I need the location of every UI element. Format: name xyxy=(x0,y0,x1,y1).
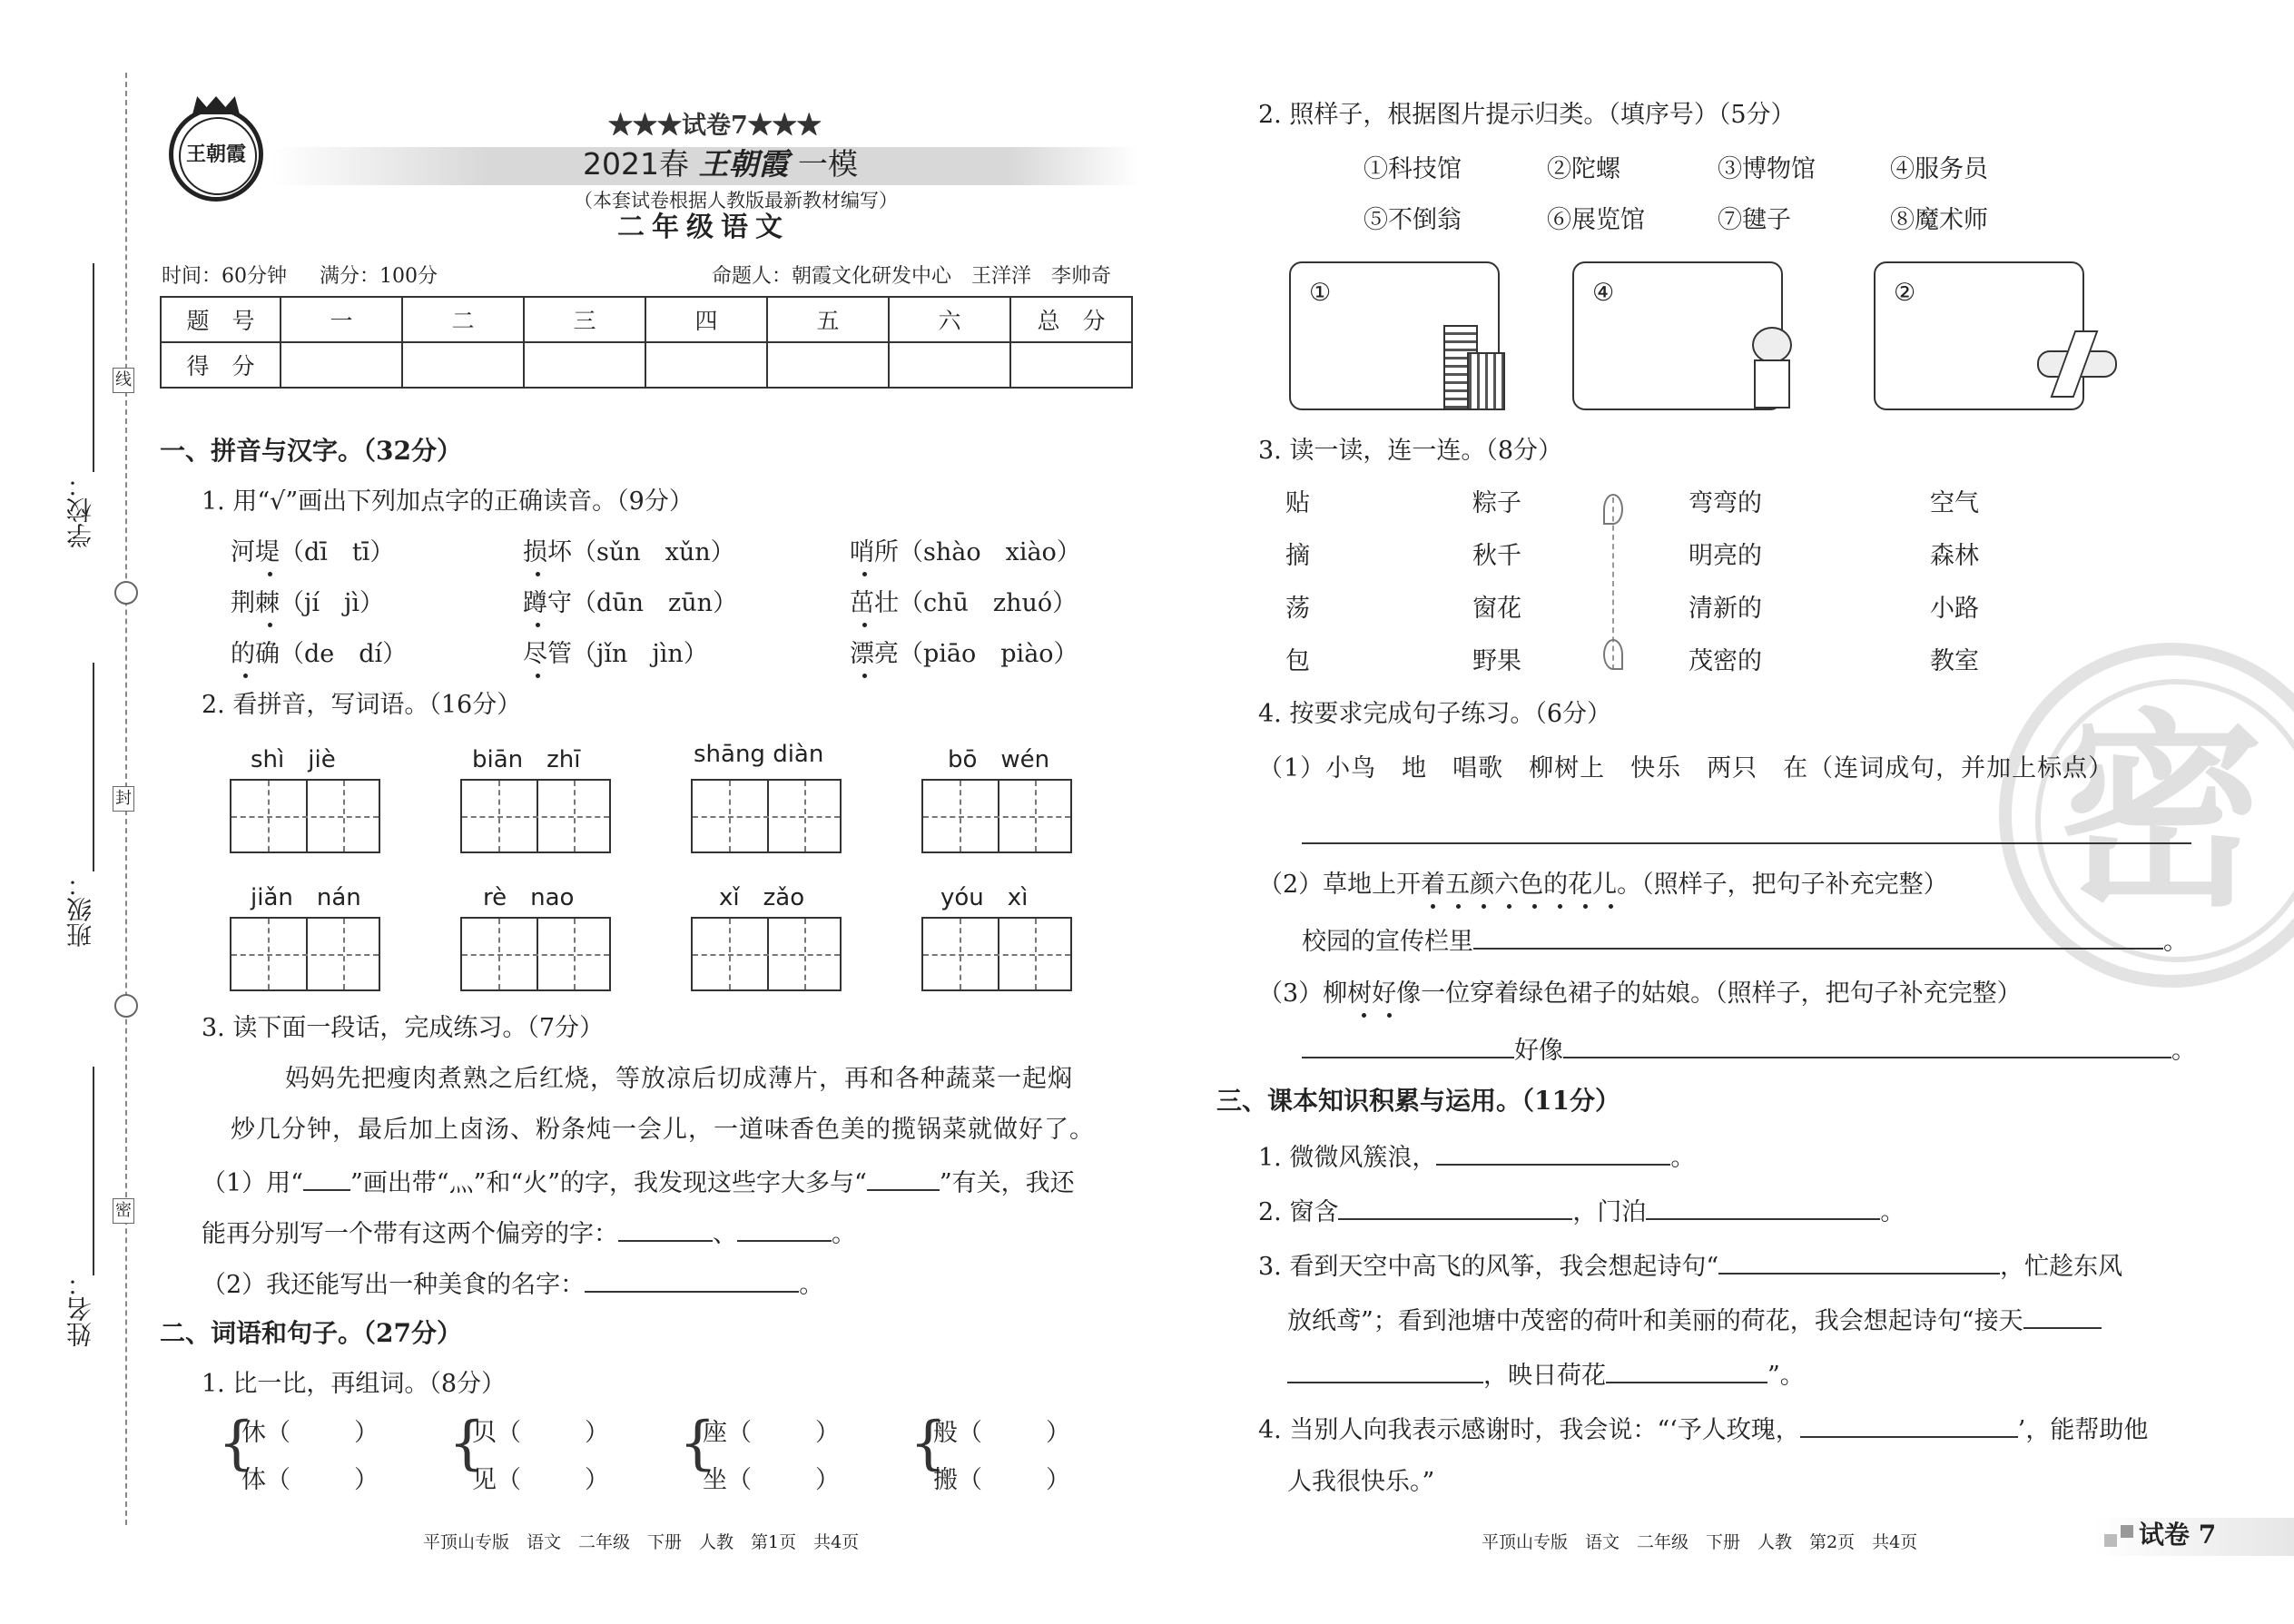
category-box[interactable] xyxy=(1572,261,1783,410)
emphasis-dot xyxy=(1532,904,1537,909)
name-field[interactable] xyxy=(93,1067,94,1275)
writing-grid[interactable] xyxy=(460,779,611,853)
text: ，映日荷花 xyxy=(1483,1362,1606,1390)
text: 贝（ xyxy=(472,1419,521,1447)
match-col2-item[interactable]: 秋千 xyxy=(1472,542,1521,570)
text: 2. 窗含 xyxy=(1258,1198,1339,1226)
text: ） xyxy=(585,1419,609,1447)
match-col1-item[interactable]: 包 xyxy=(1285,647,1310,675)
emphasis-dot xyxy=(1431,904,1435,909)
class-label: 班级： xyxy=(65,871,95,948)
score-cell: 六 xyxy=(889,297,1010,342)
worker-icon xyxy=(1752,327,1792,363)
brace: { xyxy=(218,1410,255,1477)
brace: { xyxy=(679,1410,716,1477)
text: 能再分别写一个带有这两个偏旁的字： xyxy=(202,1220,618,1248)
category-option: ①科技馆 xyxy=(1364,155,1462,183)
box-label: ① xyxy=(1309,279,1332,307)
char-pair-item[interactable] xyxy=(241,1465,379,1496)
title-year: 2021春 xyxy=(583,146,689,182)
s3-q3-line3 xyxy=(1287,1358,1805,1392)
crown-icon xyxy=(192,96,240,114)
text: 。 xyxy=(832,1220,856,1248)
score-cell: 题 号 xyxy=(161,297,281,342)
emphasis-dot xyxy=(536,674,540,678)
match-col4-item[interactable]: 小路 xyxy=(1930,595,1979,623)
score-table xyxy=(160,296,1133,389)
text: ） xyxy=(585,1466,609,1494)
emphasis-dot xyxy=(1362,1013,1366,1018)
exam-subtitle: （本套试卷根据人教版最新教材编写） xyxy=(574,190,898,212)
char-pair-item[interactable] xyxy=(933,1465,1070,1496)
binding-mark-seal: 封 xyxy=(113,786,134,812)
text: 座（ xyxy=(703,1419,752,1447)
answer-blank[interactable] xyxy=(1800,1412,2018,1438)
score-table-header xyxy=(161,297,1132,342)
answer-blank[interactable] xyxy=(737,1216,832,1242)
category-box[interactable] xyxy=(1874,261,2084,410)
category-option: ④服务员 xyxy=(1890,155,1988,183)
text: 、 xyxy=(713,1220,737,1248)
s2-q4-s1: （1）小鸟 地 唱歌 柳树上 快乐 两只 在（连词成句，并加上标点） xyxy=(1258,754,2114,782)
answer-blank[interactable] xyxy=(867,1166,940,1191)
emphasis-dot xyxy=(536,572,540,576)
answer-blank[interactable] xyxy=(1436,1140,1670,1166)
match-col2-item[interactable]: 野果 xyxy=(1472,647,1521,675)
emphasis-dot xyxy=(1583,904,1588,909)
text: ’，能帮助他 xyxy=(2017,1416,2149,1444)
text: 搬（ xyxy=(933,1466,982,1494)
pinyin-label: xǐ zǎo xyxy=(719,884,805,911)
exam-time: 时间：60分钟 xyxy=(162,265,287,288)
passage-line: 妈妈先把瘦肉煮熟之后红烧，等放凉后切成薄片，再和各种蔬菜一起焖 xyxy=(285,1065,1073,1093)
logo xyxy=(169,107,263,202)
category-option: ⑥展览馆 xyxy=(1547,206,1645,234)
score-cell: 二 xyxy=(402,297,524,342)
text: ，门泊 xyxy=(1572,1198,1647,1226)
emphasis-dot xyxy=(1482,904,1486,909)
score-cell: 总 分 xyxy=(1010,297,1132,342)
char-pair-item[interactable] xyxy=(933,1418,1070,1449)
emphasis-dot xyxy=(243,674,248,678)
score-label: 得 分 xyxy=(161,342,281,388)
emphasis-dot xyxy=(1609,904,1613,909)
s1-q1-item[interactable]: 漂亮（piāo piào） xyxy=(850,640,1078,668)
exam-title xyxy=(583,146,858,182)
binding-mark-secret: 密 xyxy=(113,1198,134,1224)
answer-blank[interactable] xyxy=(1563,1033,2171,1058)
text: ） xyxy=(354,1419,379,1447)
match-col4-item[interactable]: 森林 xyxy=(1930,542,1979,570)
category-option: ③博物馆 xyxy=(1718,155,1816,183)
text: 。 xyxy=(1670,1144,1696,1172)
answer-blank[interactable] xyxy=(1646,1195,1880,1220)
text: ） xyxy=(815,1466,840,1494)
pinyin-label: jiǎn nán xyxy=(251,884,361,911)
match-col3-item[interactable]: 明亮的 xyxy=(1689,542,1762,570)
match-col1-item[interactable]: 摘 xyxy=(1285,542,1310,570)
text: 4. 当别人向我表示感谢时，我会说：“‘予人玫瑰， xyxy=(1258,1416,1800,1444)
text: 校园的宣传栏里 xyxy=(1302,928,1473,956)
text: 3. 看到天空中高飞的风筝，我会想起诗句“ xyxy=(1258,1253,1719,1281)
answer-blank[interactable] xyxy=(1606,1358,1767,1383)
box-label: ④ xyxy=(1592,279,1615,307)
text: ） xyxy=(1046,1466,1070,1494)
s1-q1-item[interactable]: 荆棘（jí jì） xyxy=(231,589,385,617)
score-cell: 三 xyxy=(524,297,645,342)
answer-blank[interactable] xyxy=(303,1166,350,1191)
category-option: ②陀螺 xyxy=(1547,155,1620,183)
writing-grid[interactable] xyxy=(921,779,1072,853)
s2-q4-s3-line xyxy=(1302,1033,2196,1067)
answer-blank[interactable] xyxy=(618,1216,713,1242)
emphasis-dot xyxy=(1558,904,1562,909)
writing-grid[interactable] xyxy=(691,779,842,853)
text: 坐（ xyxy=(703,1466,752,1494)
pinyin-label: shāng diàn xyxy=(694,741,824,768)
watermark-text: 密 xyxy=(2055,690,2265,935)
score-input[interactable] xyxy=(645,342,767,388)
s3-q3 xyxy=(1258,1249,2122,1283)
text: 1. 微微风簇浪， xyxy=(1258,1144,1437,1172)
score-input[interactable] xyxy=(524,342,645,388)
answer-blank[interactable] xyxy=(1302,1033,1514,1058)
section3-title: 三、课本知识积累与运用。（11分） xyxy=(1216,1086,1620,1116)
writing-grid[interactable] xyxy=(230,917,380,991)
text: 好像 xyxy=(1514,1037,1563,1065)
s1-q1-prompt: 1. 用“√”画出下列加点字的正确读音。（9分） xyxy=(202,487,694,516)
scissors-icon xyxy=(114,581,138,605)
score-input[interactable] xyxy=(1010,342,1132,388)
s1-q1-item[interactable]: 茁壮（chū zhuó） xyxy=(850,589,1078,617)
exam-author: 命题人：朝霞文化研发中心 王洋洋 李帅奇 xyxy=(712,265,1112,288)
match-col2-item[interactable]: 窗花 xyxy=(1472,595,1521,623)
writing-grid[interactable] xyxy=(230,779,380,853)
worker-icon xyxy=(1754,359,1790,408)
match-col2-item[interactable]: 粽子 xyxy=(1472,489,1521,517)
brace: { xyxy=(910,1410,947,1477)
school-label: 学校： xyxy=(65,472,95,548)
building-icon xyxy=(1467,352,1505,410)
emphasis-dot xyxy=(862,674,867,678)
s1-q1-item[interactable]: 哨所（shào xiào） xyxy=(850,538,1081,566)
category-option: ⑧魔术师 xyxy=(1890,206,1988,234)
score-cell: 四 xyxy=(645,297,767,342)
pinyin-label: yóu xì xyxy=(940,884,1029,911)
s1-q3-sub1-line2 xyxy=(202,1216,856,1250)
emphasis-dot xyxy=(536,623,540,627)
s1-q1-item[interactable]: 尽管（jǐn jìn） xyxy=(523,640,708,668)
score-input[interactable] xyxy=(889,342,1010,388)
name-label: 姓名： xyxy=(65,1271,95,1347)
s2-q2-prompt: 2. 照样子，根据图片提示归类。（填序号）（5分） xyxy=(1258,101,1796,129)
text: 。 xyxy=(2163,928,2188,956)
text: ） xyxy=(815,1419,840,1447)
char-pair-item[interactable] xyxy=(703,1418,840,1449)
category-option: ⑦毽子 xyxy=(1718,206,1791,234)
match-col3-item[interactable]: 弯弯的 xyxy=(1689,489,1762,517)
footer-left: 平顶山专版 语文 二年级 下册 人教 第1页 共4页 xyxy=(423,1532,860,1552)
text: ） xyxy=(354,1466,379,1494)
score-input[interactable] xyxy=(767,342,889,388)
decor-squares-icon xyxy=(2104,1534,2117,1547)
text: 放纸鸢”；看到池塘中茂密的荷叶和美丽的荷花，我会想起诗句“接天 xyxy=(1287,1307,2023,1335)
answer-blank[interactable] xyxy=(2023,1304,2102,1329)
leaf-icon xyxy=(1603,494,1623,525)
class-field[interactable] xyxy=(93,663,94,871)
s1-q1-item[interactable]: 蹲守（dūn zūn） xyxy=(523,589,738,617)
exam-number: ★★★试卷7★★★ xyxy=(608,112,822,140)
box-label: ② xyxy=(1894,279,1916,307)
score-table-row xyxy=(161,342,1132,388)
s1-q3-prompt: 3. 读下面一段话，完成练习。（7分） xyxy=(202,1014,605,1042)
s3-q3-line2 xyxy=(1287,1304,2102,1337)
answer-line[interactable] xyxy=(1302,842,2191,844)
emphasis-dot xyxy=(1387,1013,1392,1018)
s1-q2-prompt: 2. 看拼音，写词语。（16分） xyxy=(202,691,522,719)
s1-q1-item[interactable]: 损坏（sǔn xǔn） xyxy=(523,538,735,566)
scissors-icon xyxy=(114,994,138,1018)
pinyin-label: rè nao xyxy=(483,884,575,911)
answer-blank[interactable] xyxy=(1338,1195,1572,1220)
emphasis-dot xyxy=(1456,904,1461,909)
char-pair-item[interactable] xyxy=(703,1465,840,1496)
footer-badge: 试卷 7 xyxy=(2139,1520,2217,1550)
exam-subject: 二年级语文 xyxy=(617,212,790,243)
s3-q4-line2: 人我很快乐。” xyxy=(1287,1468,1435,1496)
pinyin-label: biān zhī xyxy=(472,746,581,773)
text: ） xyxy=(1046,1419,1070,1447)
match-col1-item[interactable]: 荡 xyxy=(1285,595,1310,623)
char-pair-item[interactable] xyxy=(472,1418,609,1449)
s1-q3-sub1 xyxy=(202,1166,1075,1199)
match-col1-item[interactable]: 贴 xyxy=(1285,489,1310,517)
text: 见（ xyxy=(472,1466,521,1494)
emphasis-dot xyxy=(1507,904,1511,909)
answer-blank[interactable] xyxy=(1287,1358,1483,1383)
text: 。 xyxy=(1880,1198,1905,1226)
text: ”。 xyxy=(1767,1362,1805,1390)
s3-q4 xyxy=(1258,1412,2148,1446)
emphasis-dot xyxy=(862,623,867,627)
s2-q4-s2-line xyxy=(1302,924,2188,958)
match-col4-item[interactable]: 教室 xyxy=(1930,647,1979,675)
decor-squares-icon xyxy=(2121,1525,2133,1538)
s1-q3-sub2 xyxy=(202,1267,823,1301)
text: 休（ xyxy=(241,1419,290,1447)
emphasis-dot xyxy=(862,572,867,576)
s2-q1-prompt: 1. 比一比，再组词。（8分） xyxy=(202,1370,507,1398)
char-pair-item[interactable] xyxy=(241,1418,379,1449)
s2-q4-s3: （3）柳树好像一位穿着绿色裙子的姑娘。（照样子，把句子补充完整） xyxy=(1258,979,2022,1008)
score-cell: 一 xyxy=(281,297,402,342)
char-pair-item[interactable] xyxy=(472,1465,609,1496)
score-input[interactable] xyxy=(281,342,402,388)
pinyin-label: shì jiè xyxy=(251,746,336,773)
match-col4-item[interactable]: 空气 xyxy=(1930,489,1979,517)
s3-q2 xyxy=(1258,1195,1905,1228)
text: ，忙趁东风 xyxy=(2000,1253,2123,1281)
category-option: ⑤不倒翁 xyxy=(1364,206,1462,234)
section1-title: 一、拼音与汉字。（32分） xyxy=(160,436,462,466)
section2-title: 二、词语和句子。（27分） xyxy=(160,1318,462,1348)
writing-grid[interactable] xyxy=(691,917,842,991)
footer-right: 平顶山专版 语文 二年级 下册 人教 第2页 共4页 xyxy=(1482,1532,1918,1552)
emphasis-dot xyxy=(268,623,272,627)
exam-full-score: 满分：100分 xyxy=(320,265,438,288)
score-input[interactable] xyxy=(402,342,524,388)
match-col3-item[interactable]: 茂密的 xyxy=(1689,647,1762,675)
text: 。 xyxy=(2171,1037,2196,1065)
school-field[interactable] xyxy=(93,263,94,472)
leaf-icon xyxy=(1603,639,1623,670)
text: ”有关，我还 xyxy=(939,1169,1075,1197)
title-brand: 王朝霞 xyxy=(698,146,789,182)
answer-blank[interactable] xyxy=(1473,924,2163,950)
writing-grid[interactable] xyxy=(460,917,611,991)
pinyin-label: bō wén xyxy=(948,746,1050,773)
match-col3-item[interactable]: 清新的 xyxy=(1689,595,1762,623)
s2-q4-prompt: 4. 按要求完成句子练习。（6分） xyxy=(1258,700,1612,728)
writing-grid[interactable] xyxy=(921,917,1072,991)
answer-blank[interactable] xyxy=(1718,1249,2000,1275)
s1-q1-item[interactable]: 的确（de dí） xyxy=(231,640,408,668)
emphasis-dot xyxy=(268,572,272,576)
score-cell: 五 xyxy=(767,297,889,342)
logo-text: 王朝霞 xyxy=(185,143,246,166)
s1-q1-item[interactable]: 河堤（dī tī） xyxy=(231,538,395,566)
s3-q1 xyxy=(1258,1140,1695,1174)
text: （1）用“ xyxy=(202,1169,303,1197)
text: （2）我还能写出一种美食的名字： xyxy=(202,1271,586,1299)
text: ”画出带“灬”和“火”的字，我发现这些字大多与“ xyxy=(350,1169,867,1197)
category-box[interactable] xyxy=(1289,261,1500,410)
text: 。 xyxy=(799,1271,824,1299)
brace: { xyxy=(448,1410,486,1477)
binding-mark-line: 线 xyxy=(113,368,134,393)
text: 般（ xyxy=(933,1419,982,1447)
text: 体（ xyxy=(241,1466,290,1494)
s2-q3-prompt: 3. 读一读，连一连。（8分） xyxy=(1258,437,1563,465)
s2-q4-s2: （2）草地上开着五颜六色的花儿。（照样子，把句子补充完整） xyxy=(1258,871,1948,899)
answer-blank[interactable] xyxy=(585,1267,799,1293)
passage-line: 炒几分钟，最后加上卤汤、粉条炖一会儿，一道味香色美的揽锅菜就做好了。 xyxy=(231,1116,1095,1144)
title-suffix: 一模 xyxy=(797,146,858,182)
